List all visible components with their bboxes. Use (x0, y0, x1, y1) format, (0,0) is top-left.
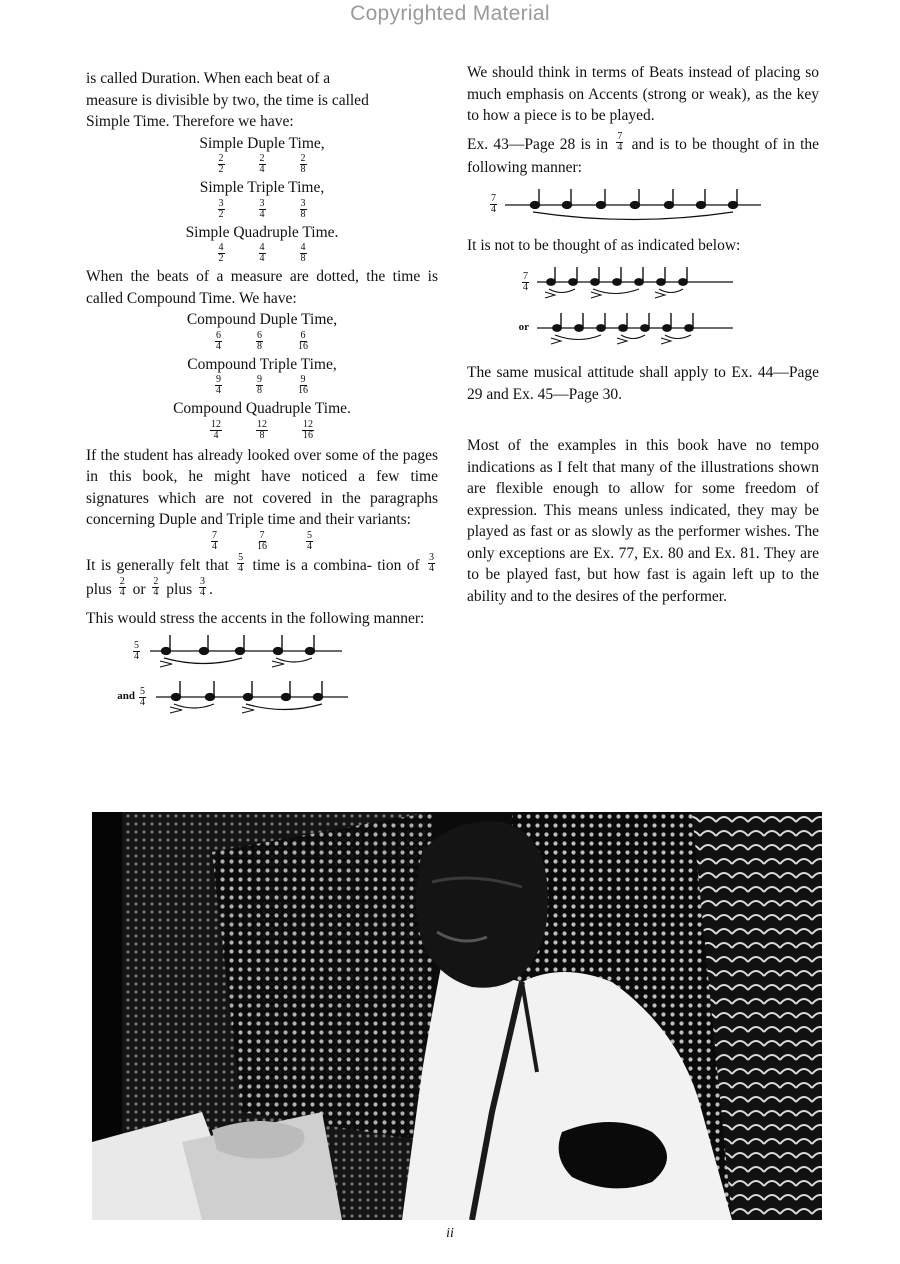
time-signature-row (86, 154, 438, 175)
ex43-paragraph (467, 133, 819, 179)
left-column (86, 68, 438, 717)
time-signature-row (86, 420, 438, 441)
same-attitude-paragraph: The same musical attitude shall apply to Ex. 44—Page 29 and Ex. 45—Page 30. (467, 364, 819, 403)
combination-paragraph (86, 554, 438, 602)
time-signature: $\frac{5}{4}$ (238, 552, 244, 575)
time-signature: $\frac{12}{16}$ (303, 418, 313, 441)
notes-staff-figure (503, 185, 763, 225)
variant-time-signatures (86, 531, 438, 552)
rhythm-example-seven-four-wrong-b (497, 308, 819, 348)
time-signature: $\frac{6}{4}$ (216, 329, 221, 352)
time-signature: $\frac{2}{4}$ (259, 153, 265, 175)
example-label (497, 317, 529, 339)
student-paragraph: If the student has already looked over some of the pages in this book, he might have noticed a few time signatures which are not covered in the paragraphs concerning Duple and Triple time and their variants: (86, 446, 438, 528)
intro-line: measure is divisible by two, the time is called (86, 91, 369, 109)
time-signature-row (86, 331, 438, 352)
time-signature: $\frac{2}{4}$ (153, 576, 159, 599)
not-paragraph: It is not to be thought of as indicated below: (467, 236, 741, 254)
simple-time-sections (86, 133, 438, 265)
time-signature: $\frac{5}{4}$ (307, 529, 312, 552)
example-label (497, 272, 529, 293)
rhythm-example-five-four-b (90, 677, 438, 717)
intro-line: is called Duration. When each beat of a (86, 70, 331, 87)
notes-staff-figure (535, 262, 735, 302)
example-label (90, 686, 146, 708)
right-column (467, 62, 819, 613)
tempo-paragraph: Most of the examples in this book have no tempo indications as I felt that many of the illustrations shown are flexible enough to allow for some freedom of expression. This means unless indicated, they may be played as fast or as slowly as the performer wishes. The only exceptions are Ex. 77, Ex. 80 and Ex. 81. They are to be played fast, but how fast is again left up to the ability and to the desires of the performer. (467, 437, 819, 605)
section-heading: Simple Triple Time, (199, 179, 325, 196)
rhythm-example-seven-four-wrong-a (497, 262, 819, 302)
time-signature-row (86, 375, 438, 396)
text-run: plus (166, 580, 193, 598)
intro-paragraph (86, 68, 438, 133)
and-label: and (117, 690, 135, 703)
text-run: Ex. 43—Page 28 is in (467, 135, 609, 153)
text-run: tion of (377, 556, 420, 574)
example-label (457, 194, 497, 215)
time-signature-row (86, 199, 438, 220)
photo-image (92, 812, 822, 1220)
time-signature: $\frac{4}{2}$ (218, 242, 224, 264)
accent-paragraph: This would stress the accents in the following manner: (86, 609, 425, 627)
page-number: ii (446, 1226, 454, 1241)
notes-staff-figure (146, 631, 346, 671)
notes-staff-figure (535, 308, 735, 348)
beats-paragraph: We should think in terms of Beats instead of placing so much emphasis on Accents (strong or weak), as the key to how a piece is to be played. (467, 64, 819, 124)
time-signature: $\frac{12}{8}$ (257, 418, 267, 441)
time-signature: $\frac{5}{4}$ (134, 639, 139, 662)
text-run: . (208, 580, 213, 598)
section-heading: Compound Duple Time, (186, 311, 338, 328)
section-heading: Simple Duple Time, (199, 134, 325, 152)
section-heading: Simple Quadruple Time. (185, 223, 339, 241)
time-signature-row (86, 243, 438, 264)
time-signature: $\frac{7}{4}$ (617, 131, 623, 154)
time-signature: $\frac{7}{4}$ (523, 270, 528, 293)
section-heading: Compound Quadruple Time. (173, 400, 351, 417)
rhythm-example-seven-four-correct (457, 185, 819, 225)
time-signature: $\frac{7}{16}$ (257, 529, 267, 552)
text-run: and is to be thought of in the following manner: (467, 135, 820, 176)
time-signature: $\frac{3}{8}$ (300, 197, 306, 220)
text-run: It is generally felt that (86, 556, 229, 574)
time-signature: $\frac{6}{8}$ (257, 329, 262, 352)
time-signature: $\frac{3}{4}$ (199, 576, 205, 599)
time-signature: $\frac{3}{4}$ (429, 552, 434, 575)
time-signature: $\frac{12}{4}$ (211, 418, 221, 441)
time-signature: $\frac{6}{16}$ (298, 329, 308, 352)
intro-line: Simple Time. Therefore we have: (86, 113, 294, 130)
time-signature: $\frac{5}{4}$ (140, 685, 145, 708)
compound-intro: When the beats of a measure are dotted, the time is called Compound Time. We have: (86, 268, 438, 307)
time-signature: $\frac{7}{4}$ (212, 529, 217, 552)
time-signature: $\frac{2}{4}$ (119, 576, 125, 599)
time-signature: $\frac{7}{4}$ (491, 193, 496, 215)
or-label: or (518, 321, 529, 334)
example-label (108, 641, 140, 662)
time-signature: $\frac{9}{16}$ (298, 374, 308, 396)
time-signature: $\frac{4}{8}$ (300, 242, 306, 264)
text-run: or (132, 580, 146, 598)
notes-staff-figure (152, 677, 352, 717)
section-heading: Compound Triple Time, (187, 355, 337, 373)
time-signature: $\frac{3}{4}$ (259, 197, 265, 220)
compound-time-sections (86, 309, 438, 441)
photograph-performer (92, 812, 822, 1220)
time-signature: $\frac{9}{8}$ (257, 374, 262, 396)
time-signature: $\frac{9}{4}$ (216, 374, 221, 396)
text-run: plus (86, 580, 112, 598)
time-signature: $\frac{2}{2}$ (218, 153, 224, 175)
time-signature: $\frac{4}{4}$ (259, 242, 265, 264)
copyright-watermark: Copyrighted Material (350, 2, 550, 25)
time-signature: $\frac{2}{8}$ (300, 153, 306, 175)
time-signature: $\frac{3}{2}$ (218, 197, 224, 220)
rhythm-example-five-four-a (108, 631, 438, 671)
text-run: time is a combina- (252, 556, 372, 574)
